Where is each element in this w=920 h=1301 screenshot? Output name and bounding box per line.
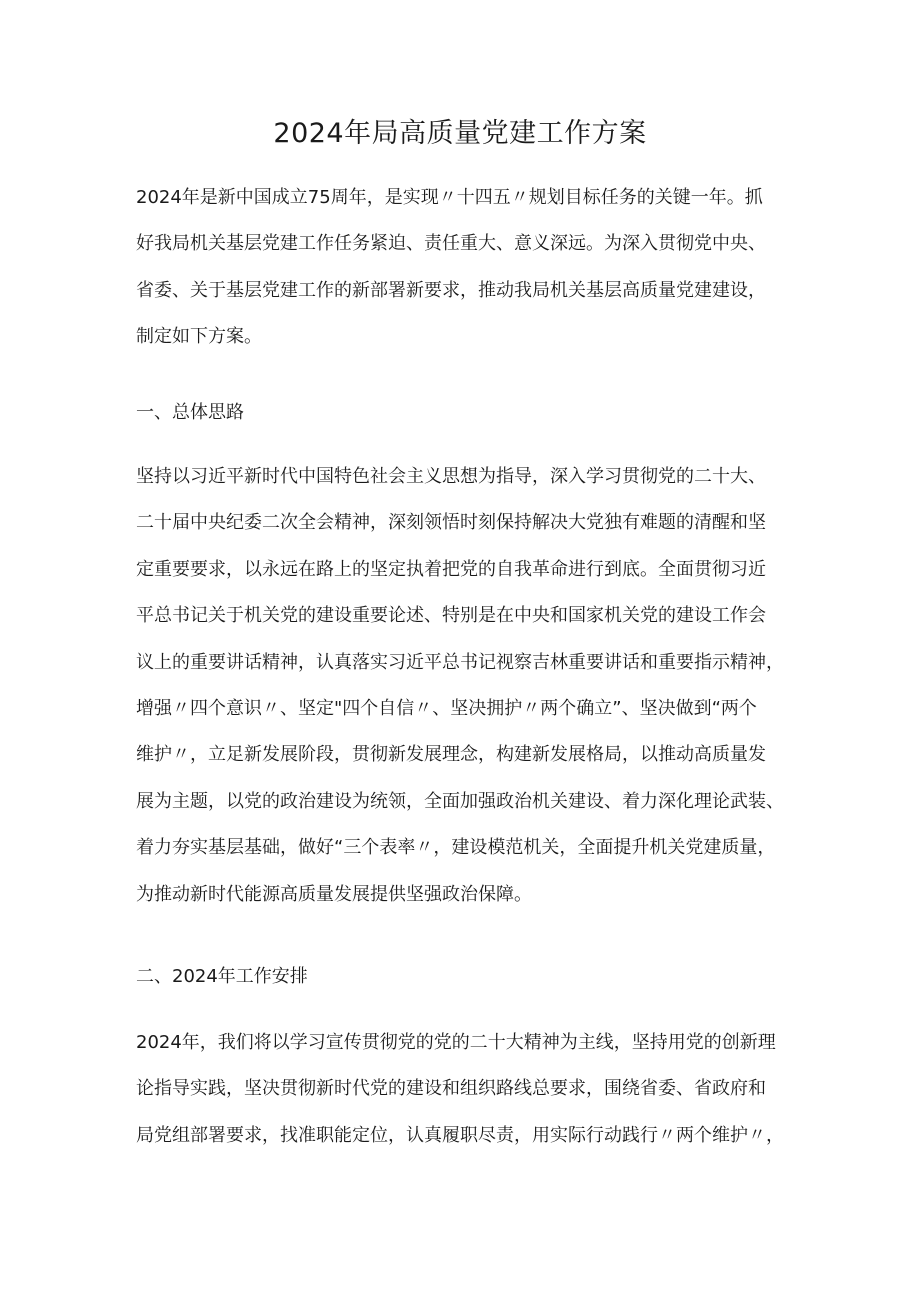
section1-line: 平总书记关于机关党的建设重要论述、特别是在中央和国家机关党的建设工作会 (136, 605, 766, 626)
section2-line: 论指导实践，坚决贯彻新时代党的建设和组织路线总要求，围绕省委、省政府和 (136, 1078, 766, 1099)
section1-line: 展为主题，以党的政治建设为统领，全面加强政治机关建设、着力深化理论武装、 (136, 791, 784, 812)
section1-line: 为推动新时代能源高质量发展提供坚强政治保障。 (136, 884, 532, 905)
intro-line: 制定如下方案。 (136, 326, 262, 347)
section-heading-2024-work-plan: 二、2024年工作安排 (136, 966, 308, 987)
section1-line: 坚持以习近平新时代中国特色社会主义思想为指导，深入学习贯彻党的二十大、 (136, 466, 766, 487)
section-heading-overall-approach: 一、总体思路 (136, 402, 244, 423)
section1-line: 着力夯实基层基础，做好“三个表率〃，建设模范机关，全面提升机关党建质量， (136, 837, 776, 858)
section1-line: 二十届中央纪委二次全会精神，深刻领悟时刻保持解决大党独有难题的清醒和坚 (136, 512, 766, 533)
section1-line: 议上的重要讲话精神，认真落实习近平总书记视察吉林重要讲话和重要指示精神， (136, 652, 784, 673)
intro-line: 好我局机关基层党建工作任务紧迫、责任重大、意义深远。为深入贯彻党中央、 (136, 233, 766, 254)
section1-line: 定重要要求，以永远在路上的坚定执着把党的自我革命进行到底。全面贯彻习近 (136, 559, 766, 580)
section1-line: 增强〃四个意识〃、坚定"四个自信〃、坚决拥护〃两个确立”、坚决做到“两个 (136, 698, 757, 719)
intro-line: 2024年是新中国成立75周年，是实现〃十四五〃规划目标任务的关键一年。抓 (136, 187, 763, 208)
intro-line: 省委、关于基层党建工作的新部署新要求，推动我局机关基层高质量党建建设， (136, 280, 766, 301)
document-title: 2024年局高质量党建工作方案 (273, 118, 647, 149)
section2-line: 局党组部署要求，找准职能定位，认真履职尽责，用实际行动践行〃两个维护〃， (136, 1125, 784, 1146)
section2-line: 2024年，我们将以学习宣传贯彻党的党的二十大精神为主线，坚持用党的创新理 (136, 1032, 776, 1053)
section1-line: 维护〃，立足新发展阶段，贯彻新发展理念，构建新发展格局，以推动高质量发 (136, 744, 766, 765)
